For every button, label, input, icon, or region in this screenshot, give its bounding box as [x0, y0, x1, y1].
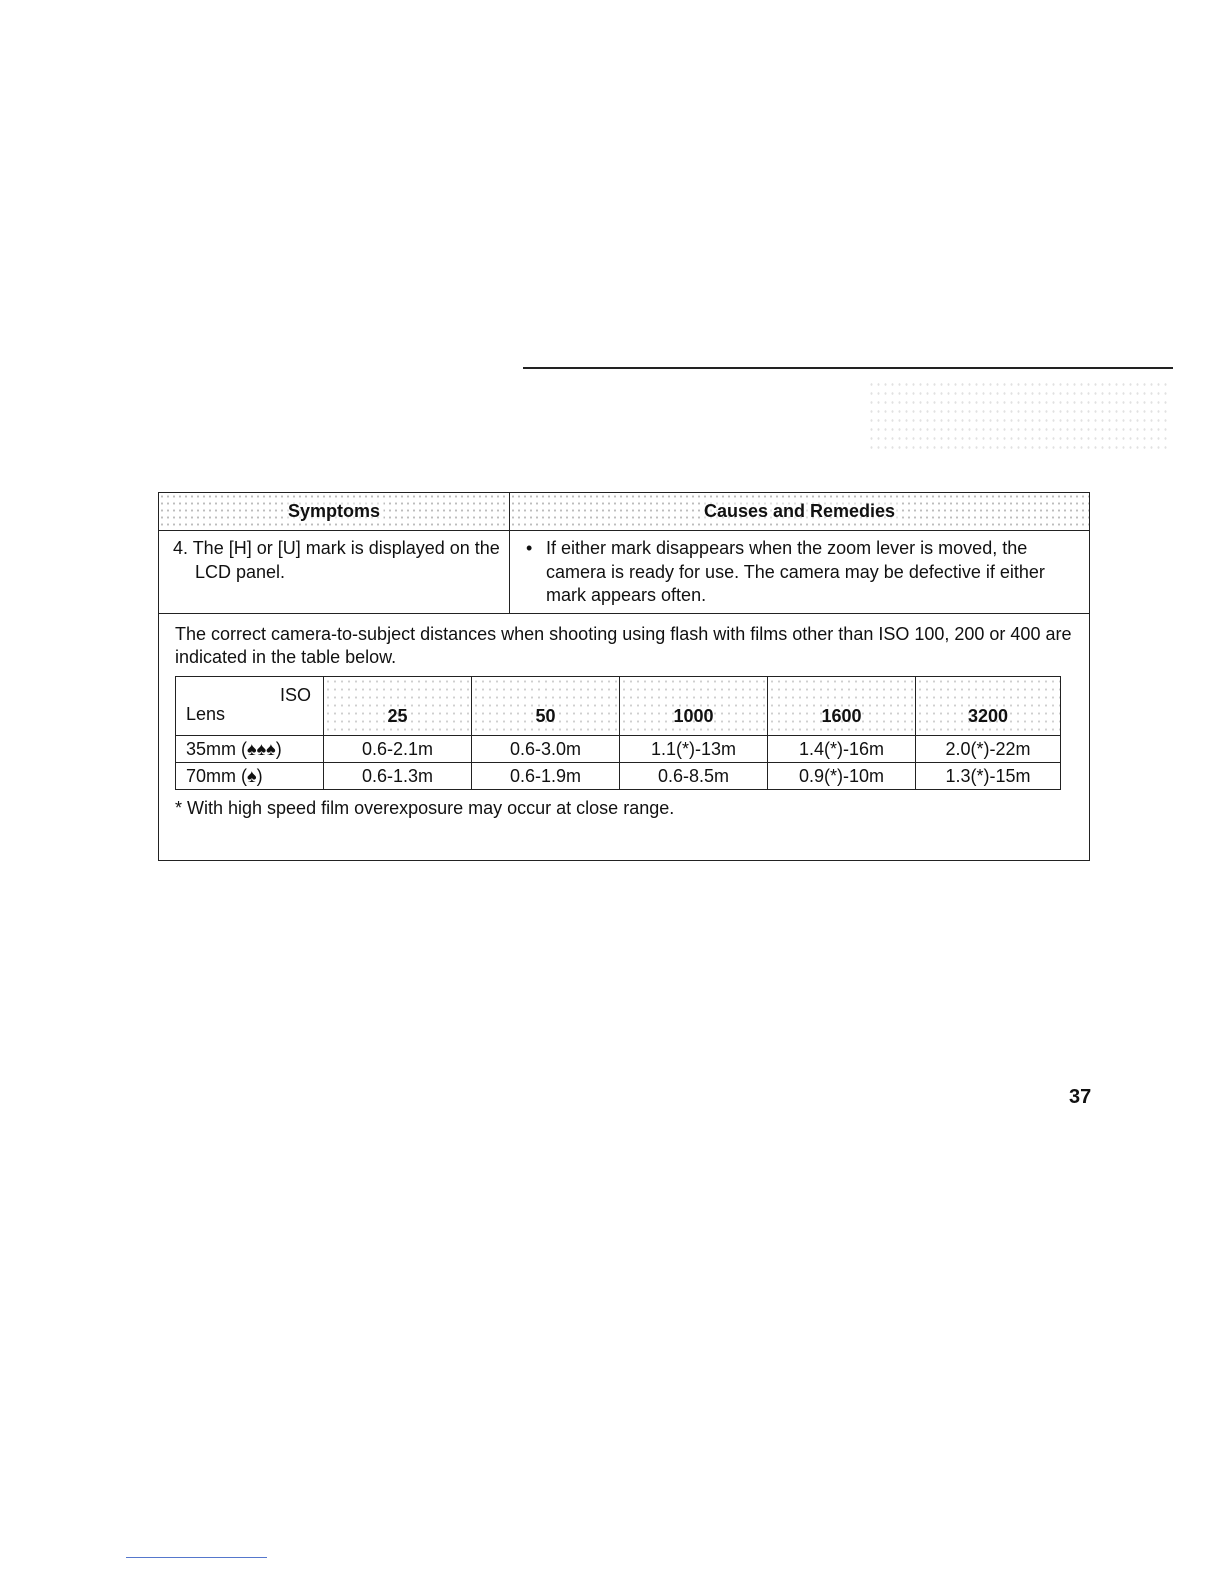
table-row [176, 736, 1061, 763]
distance-cell: 0.6-1.9m [472, 763, 620, 790]
distance-cell: 1.3(*)-15m [916, 763, 1061, 790]
bottom-rule [126, 1557, 267, 1558]
header-symptoms [159, 493, 510, 531]
lens-cell: 35mm (♠♠♠) [176, 736, 324, 763]
remedy-cell [510, 531, 1089, 614]
header-causes [510, 493, 1089, 531]
distance-cell: 0.6-1.3m [324, 763, 472, 790]
flash-intro: The correct camera-to-subject distances when shooting using flash with films other than ISO 100, 200 or 400 are indicated in the table below. [175, 624, 1072, 667]
distance-cell: 2.0(*)-22m [916, 736, 1061, 763]
flash-distance-table [175, 676, 1061, 790]
table-row [176, 763, 1061, 790]
lens-cell: 70mm (♠) [176, 763, 324, 790]
corner-lens-label: Lens [186, 704, 226, 724]
iso-header: 1600 [768, 677, 916, 736]
troubleshooting-box [158, 492, 1090, 861]
table-header-row [176, 677, 1061, 736]
iso-header: 1000 [620, 677, 768, 736]
symptom-text: 4. The [H] or [U] mark is displayed on the LCD panel. [173, 538, 500, 582]
distance-cell: 0.6-2.1m [324, 736, 472, 763]
iso-header: 50 [472, 677, 620, 736]
iso-header: 25 [324, 677, 472, 736]
symptom-cell [159, 531, 510, 614]
header-causes-label: Causes and Remedies [700, 501, 899, 522]
iso-header: 3200 [916, 677, 1061, 736]
bullet-icon: • [526, 538, 533, 558]
page-number: 37 [1069, 1086, 1092, 1108]
distance-cell: 1.1(*)-13m [620, 736, 768, 763]
distance-cell: 1.4(*)-16m [768, 736, 916, 763]
distance-cell: 0.6-8.5m [620, 763, 768, 790]
header-symptoms-label: Symptoms [284, 501, 384, 522]
top-rule [523, 367, 1173, 369]
distance-cell: 0.9(*)-10m [768, 763, 916, 790]
distance-cell: 0.6-3.0m [472, 736, 620, 763]
footnote: * With high speed film overexposure may occur at close range. [175, 798, 675, 818]
corner-iso-label: ISO [279, 685, 311, 705]
remedy-text: If either mark disappears when the zoom lever is moved, the camera is ready for use. The camera may be defective if either mark appears often. [546, 538, 1045, 605]
scan-noise [868, 380, 1168, 455]
corner-cell [176, 677, 324, 736]
